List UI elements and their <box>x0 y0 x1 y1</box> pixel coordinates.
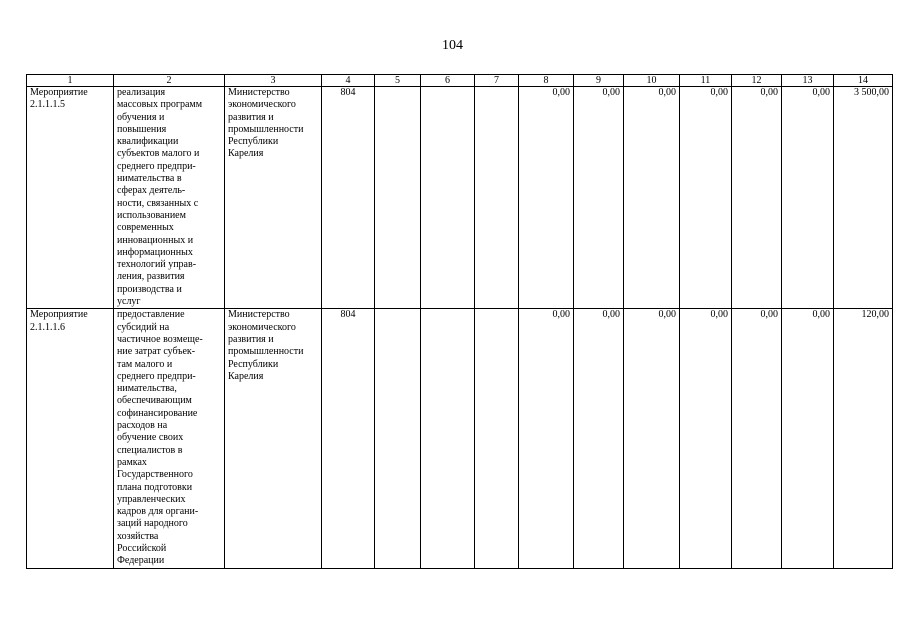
value-cell: 0,00 <box>680 309 732 568</box>
executor-cell: Министерство экономического развития и промышленности Республики Карелия <box>225 309 322 568</box>
budget-table <box>26 74 893 569</box>
value-cell <box>375 309 421 568</box>
value-cell <box>475 87 519 309</box>
column-header: 11 <box>680 75 732 87</box>
column-header: 3 <box>225 75 322 87</box>
value-cell <box>421 87 475 309</box>
total-cell: 3 500,00 <box>834 87 893 309</box>
column-header: 13 <box>782 75 834 87</box>
column-header: 5 <box>375 75 421 87</box>
value-cell <box>375 87 421 309</box>
table-row <box>27 309 893 568</box>
column-header: 9 <box>574 75 624 87</box>
event-cell: Мероприятие 2.1.1.1.5 <box>27 87 114 309</box>
code-cell: 804 <box>322 309 375 568</box>
value-cell: 0,00 <box>519 87 574 309</box>
value-cell: 0,00 <box>782 309 834 568</box>
value-cell: 0,00 <box>519 309 574 568</box>
value-cell <box>421 309 475 568</box>
value-cell: 0,00 <box>624 87 680 309</box>
value-cell: 0,00 <box>732 87 782 309</box>
column-header: 4 <box>322 75 375 87</box>
value-cell <box>475 309 519 568</box>
executor-cell: Министерство экономического развития и промышленности Республики Карелия <box>225 87 322 309</box>
description-cell: реализация массовых программ обучения и повышения квалификации субъектов малого и среднего предпри- нимательства в сферах деятель- ности, связанных с использованием современных инновационных и информационных технологий управ- ления, развития производства и услуг <box>114 87 225 309</box>
column-header: 14 <box>834 75 893 87</box>
page-number: 104 <box>442 38 463 53</box>
event-cell: Мероприятие 2.1.1.1.6 <box>27 309 114 568</box>
column-number-row <box>27 75 893 87</box>
column-header: 6 <box>421 75 475 87</box>
column-header: 10 <box>624 75 680 87</box>
value-cell: 0,00 <box>680 87 732 309</box>
column-header: 1 <box>27 75 114 87</box>
column-header: 8 <box>519 75 574 87</box>
table-row <box>27 87 893 309</box>
value-cell: 0,00 <box>624 309 680 568</box>
value-cell: 0,00 <box>574 87 624 309</box>
code-cell: 804 <box>322 87 375 309</box>
column-header: 2 <box>114 75 225 87</box>
total-cell: 120,00 <box>834 309 893 568</box>
value-cell: 0,00 <box>782 87 834 309</box>
value-cell: 0,00 <box>732 309 782 568</box>
column-header: 7 <box>475 75 519 87</box>
column-header: 12 <box>732 75 782 87</box>
description-cell: предоставление субсидий на частичное возмеще- ние затрат субъек- там малого и среднего предпри- нимательства, обеспечивающим софинансирование расходов на обучение своих специалистов в рамках Государственного плана подготовки управленческих кадров для органи- заций народного хозяйства Российской Федерации <box>114 309 225 568</box>
value-cell: 0,00 <box>574 309 624 568</box>
